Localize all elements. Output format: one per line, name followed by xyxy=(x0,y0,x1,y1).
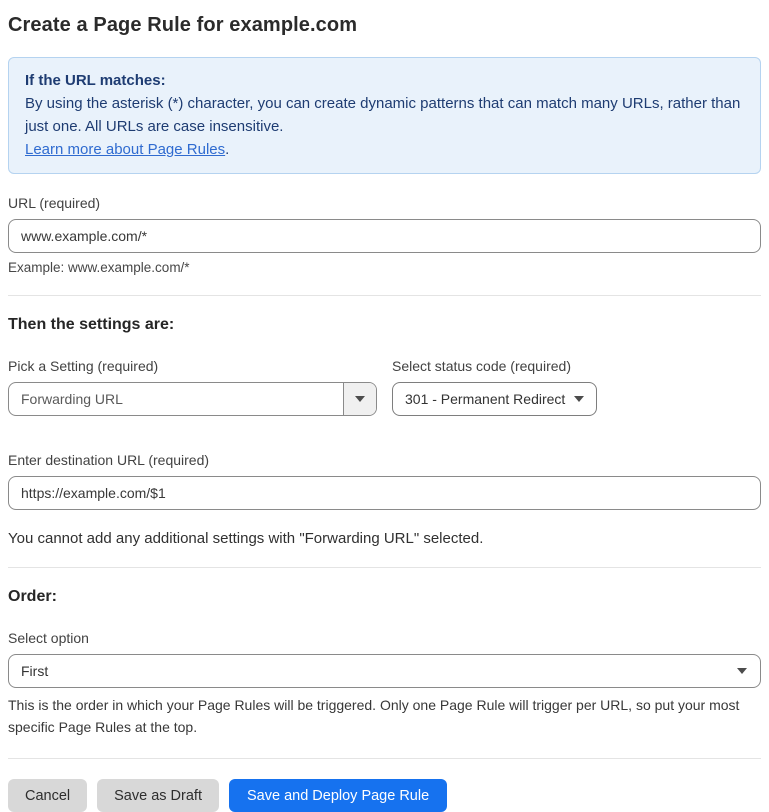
order-section-heading: Order: xyxy=(8,588,57,605)
save-and-deploy-button[interactable]: Save and Deploy Page Rule xyxy=(229,779,447,812)
url-matches-info-box xyxy=(8,57,761,174)
url-example-helper: Example: www.example.com/* xyxy=(8,260,190,275)
pick-setting-label: Pick a Setting (required) xyxy=(8,358,159,374)
order-helper-text: This is the order in which your Page Rules will be triggered. Only one Page Rule will trigger per URL, so put your most specific Page Rules at the top. xyxy=(8,697,740,735)
chevron-down-icon xyxy=(737,668,747,674)
chevron-down-icon xyxy=(355,396,365,402)
order-select-label: Select option xyxy=(8,630,89,646)
pick-setting-arrow-button[interactable] xyxy=(343,383,376,415)
link-suffix: . xyxy=(225,141,230,158)
info-box-link-line xyxy=(25,138,744,161)
order-select-value: First xyxy=(21,663,49,679)
form-actions xyxy=(8,779,761,812)
learn-more-link[interactable]: Learn more about Page Rules xyxy=(25,141,226,158)
save-as-draft-button[interactable]: Save as Draft xyxy=(97,779,219,812)
info-box-heading: If the URL matches: xyxy=(25,72,166,89)
destination-url-input[interactable] xyxy=(8,476,761,510)
divider xyxy=(8,758,761,759)
url-input[interactable] xyxy=(8,219,761,253)
url-field-label: URL (required) xyxy=(8,195,101,211)
status-code-value: 301 - Permanent Redirect xyxy=(405,391,566,407)
cancel-button[interactable]: Cancel xyxy=(8,779,87,812)
chevron-down-icon xyxy=(574,396,584,402)
order-select[interactable] xyxy=(8,654,761,688)
status-code-select[interactable] xyxy=(392,382,597,416)
pick-setting-select[interactable] xyxy=(8,382,377,416)
setting-selects-row xyxy=(8,358,761,416)
info-box-body: By using the asterisk (*) character, you can create dynamic patterns that can match many URLs, rather than just one. All URLs are case insensitive. xyxy=(25,95,741,135)
status-code-group xyxy=(392,358,597,416)
forwarding-url-note: You cannot add any additional settings with "Forwarding URL" selected. xyxy=(8,530,484,547)
destination-url-label: Enter destination URL (required) xyxy=(8,452,210,468)
settings-section-heading: Then the settings are: xyxy=(8,316,175,333)
divider xyxy=(8,567,761,568)
divider xyxy=(8,295,761,296)
pick-setting-group xyxy=(8,358,377,416)
status-code-label: Select status code (required) xyxy=(392,358,571,374)
pick-setting-value: Forwarding URL xyxy=(21,391,123,407)
page-title: Create a Page Rule for example.com xyxy=(8,14,358,36)
